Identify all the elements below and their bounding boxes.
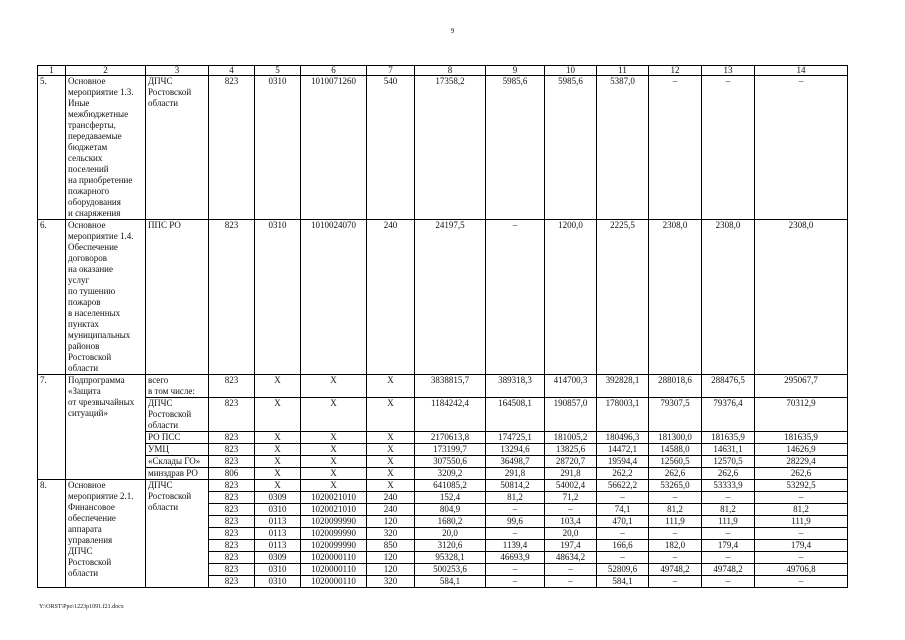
value-cell: 0113: [255, 528, 301, 540]
value-cell: 99,6: [486, 516, 545, 528]
value-cell: 1020021010: [301, 492, 367, 504]
value-cell: 1020099990: [301, 540, 367, 552]
budget-table: [37, 65, 848, 588]
value-cell: 823: [209, 492, 255, 504]
footer-file-path: Y:\ORST\Ppo\1223p1091.f21.docx: [39, 604, 124, 610]
value-cell: 823: [209, 540, 255, 552]
value-cell: 3209,2: [415, 468, 486, 480]
value-cell: –: [755, 76, 848, 220]
value-cell: 50814,2: [486, 480, 545, 492]
value-cell: 584,1: [597, 576, 649, 588]
value-cell: 180496,3: [597, 432, 649, 444]
value-cell: 13825,6: [545, 444, 597, 456]
value-cell: –: [755, 492, 848, 504]
value-cell: 70312,9: [755, 398, 848, 432]
value-cell: 823: [209, 516, 255, 528]
row-number: 6.: [38, 220, 66, 375]
value-cell: 320: [367, 576, 415, 588]
value-cell: 19594,4: [597, 456, 649, 468]
value-cell: 262,2: [597, 468, 649, 480]
value-cell: 0310: [255, 220, 301, 375]
value-cell: 850: [367, 540, 415, 552]
header-cell: 7: [367, 66, 415, 76]
value-cell: 0310: [255, 76, 301, 220]
value-cell: 288476,5: [702, 375, 755, 398]
value-cell: –: [755, 552, 848, 564]
value-cell: 288018,6: [649, 375, 702, 398]
value-cell: –: [486, 564, 545, 576]
value-cell: 28229,4: [755, 456, 848, 468]
value-cell: –: [649, 552, 702, 564]
table-row: [38, 76, 848, 220]
value-cell: Х: [255, 468, 301, 480]
value-cell: 1020021010: [301, 504, 367, 516]
value-cell: –: [486, 576, 545, 588]
value-cell: 1020000110: [301, 576, 367, 588]
value-cell: 823: [209, 456, 255, 468]
value-cell: Х: [367, 432, 415, 444]
value-cell: 2225,5: [597, 220, 649, 375]
value-cell: 2308,0: [649, 220, 702, 375]
value-cell: 120: [367, 564, 415, 576]
header-cell: 1: [38, 66, 66, 76]
page-number: 9: [450, 27, 455, 35]
value-cell: 3120,6: [415, 540, 486, 552]
value-cell: 295067,7: [755, 375, 848, 398]
executor: РО ПСС: [146, 432, 209, 444]
table-row: [38, 432, 848, 444]
value-cell: 181635,9: [702, 432, 755, 444]
value-cell: 179,4: [702, 540, 755, 552]
value-cell: 392828,1: [597, 375, 649, 398]
value-cell: 20,0: [545, 528, 597, 540]
value-cell: 0310: [255, 564, 301, 576]
value-cell: –: [597, 492, 649, 504]
value-cell: 120: [367, 552, 415, 564]
value-cell: 79376,4: [702, 398, 755, 432]
value-cell: Х: [367, 468, 415, 480]
value-cell: 178003,1: [597, 398, 649, 432]
value-cell: 173199,7: [415, 444, 486, 456]
value-cell: –: [649, 528, 702, 540]
value-cell: 28720,7: [545, 456, 597, 468]
row-number: 7.: [38, 375, 66, 480]
executor: ДПЧС Ростовской области: [146, 398, 209, 432]
value-cell: Х: [301, 375, 367, 398]
value-cell: 1020099990: [301, 528, 367, 540]
header-row: [38, 66, 848, 76]
table-row: [38, 468, 848, 480]
value-cell: –: [597, 552, 649, 564]
header-cell: 3: [146, 66, 209, 76]
value-cell: 197,4: [545, 540, 597, 552]
value-cell: –: [486, 220, 545, 375]
value-cell: –: [545, 504, 597, 516]
value-cell: –: [702, 552, 755, 564]
value-cell: 24197,5: [415, 220, 486, 375]
value-cell: 181300,0: [649, 432, 702, 444]
value-cell: 5985,6: [545, 76, 597, 220]
table-row: [38, 220, 848, 375]
value-cell: 0113: [255, 540, 301, 552]
value-cell: 823: [209, 504, 255, 516]
value-cell: 103,4: [545, 516, 597, 528]
value-cell: 262,6: [702, 468, 755, 480]
value-cell: 2308,0: [755, 220, 848, 375]
value-cell: 291,8: [486, 468, 545, 480]
value-cell: 14631,1: [702, 444, 755, 456]
value-cell: –: [755, 528, 848, 540]
value-cell: 307550,6: [415, 456, 486, 468]
value-cell: 823: [209, 528, 255, 540]
value-cell: 240: [367, 492, 415, 504]
value-cell: 5387,0: [597, 76, 649, 220]
value-cell: 2170613,8: [415, 432, 486, 444]
value-cell: 1200,0: [545, 220, 597, 375]
value-cell: 1010071260: [301, 76, 367, 220]
value-cell: Х: [255, 444, 301, 456]
measure-name: Основное мероприятие 2.1. Финансовое обеспечение аппарата управления ДПЧС Ростовской области: [66, 480, 146, 588]
value-cell: 111,9: [702, 516, 755, 528]
value-cell: 823: [209, 375, 255, 398]
value-cell: 49748,2: [702, 564, 755, 576]
value-cell: 3838815,7: [415, 375, 486, 398]
value-cell: 74,1: [597, 504, 649, 516]
header-cell: 8: [415, 66, 486, 76]
header-cell: 4: [209, 66, 255, 76]
header-cell: 5: [255, 66, 301, 76]
value-cell: 53265,0: [649, 480, 702, 492]
value-cell: 823: [209, 76, 255, 220]
value-cell: 12560,5: [649, 456, 702, 468]
value-cell: 52809,6: [597, 564, 649, 576]
value-cell: 181635,9: [755, 432, 848, 444]
value-cell: 111,9: [755, 516, 848, 528]
value-cell: Х: [255, 480, 301, 492]
value-cell: –: [486, 528, 545, 540]
value-cell: –: [545, 564, 597, 576]
value-cell: 540: [367, 76, 415, 220]
value-cell: 179,4: [755, 540, 848, 552]
executor: ДПЧС Ростовской области: [146, 76, 209, 220]
value-cell: 823: [209, 480, 255, 492]
value-cell: 1680,2: [415, 516, 486, 528]
executor: всего в том числе:: [146, 375, 209, 398]
value-cell: 641085,2: [415, 480, 486, 492]
measure-name: Основное мероприятие 1.3. Иные межбюджетные трансферты, передаваемые бюджетам сельских поселений на приобретение пожарного оборудования и снаряжения: [66, 76, 146, 220]
value-cell: Х: [367, 456, 415, 468]
value-cell: 81,2: [649, 504, 702, 516]
value-cell: 190857,0: [545, 398, 597, 432]
value-cell: Х: [255, 456, 301, 468]
header-cell: 10: [545, 66, 597, 76]
value-cell: –: [649, 76, 702, 220]
executor: минздрав РО: [146, 468, 209, 480]
value-cell: 12570,5: [702, 456, 755, 468]
value-cell: 823: [209, 576, 255, 588]
value-cell: 1184242,4: [415, 398, 486, 432]
value-cell: –: [702, 76, 755, 220]
value-cell: 0113: [255, 516, 301, 528]
value-cell: 53292,5: [755, 480, 848, 492]
value-cell: 804,9: [415, 504, 486, 516]
value-cell: 81,2: [755, 504, 848, 516]
value-cell: 14626,9: [755, 444, 848, 456]
value-cell: 240: [367, 220, 415, 375]
subprogram-name: Подпрограмма «Защита от чрезвычайных ситуаций»: [66, 375, 146, 480]
value-cell: 0309: [255, 552, 301, 564]
value-cell: 5985,6: [486, 76, 545, 220]
table-row: [38, 456, 848, 468]
row-number: 5.: [38, 76, 66, 220]
value-cell: 120: [367, 516, 415, 528]
value-cell: 49706,8: [755, 564, 848, 576]
value-cell: Х: [301, 456, 367, 468]
value-cell: Х: [301, 444, 367, 456]
row-number: 8.: [38, 480, 66, 588]
value-cell: 79307,5: [649, 398, 702, 432]
value-cell: 320: [367, 528, 415, 540]
value-cell: 470,1: [597, 516, 649, 528]
value-cell: 14472,1: [597, 444, 649, 456]
value-cell: 1139,4: [486, 540, 545, 552]
value-cell: 54002,4: [545, 480, 597, 492]
value-cell: 81,2: [486, 492, 545, 504]
measure-name: Основное мероприятие 1.4. Обеспечение договоров на оказание услуг по тушению пожаров в населенных пунктах муниципальных районов Ростовской области: [66, 220, 146, 375]
executor: «Склады ГО»: [146, 456, 209, 468]
value-cell: –: [702, 576, 755, 588]
header-cell: 12: [649, 66, 702, 76]
header-cell: 2: [66, 66, 146, 76]
value-cell: 262,6: [649, 468, 702, 480]
value-cell: 806: [209, 468, 255, 480]
value-cell: 1010024070: [301, 220, 367, 375]
value-cell: 48634,2: [545, 552, 597, 564]
value-cell: 14588,0: [649, 444, 702, 456]
header-cell: 14: [755, 66, 848, 76]
value-cell: 95328,1: [415, 552, 486, 564]
value-cell: 111,9: [649, 516, 702, 528]
header-cell: 9: [486, 66, 545, 76]
value-cell: Х: [301, 468, 367, 480]
value-cell: –: [486, 504, 545, 516]
value-cell: 823: [209, 552, 255, 564]
header-cell: 13: [702, 66, 755, 76]
value-cell: 56622,2: [597, 480, 649, 492]
value-cell: 17358,2: [415, 76, 486, 220]
value-cell: –: [545, 576, 597, 588]
header-cell: 11: [597, 66, 649, 76]
value-cell: Х: [301, 480, 367, 492]
table-row: [38, 375, 848, 398]
value-cell: 181005,2: [545, 432, 597, 444]
value-cell: 584,1: [415, 576, 486, 588]
value-cell: 182,0: [649, 540, 702, 552]
value-cell: Х: [301, 398, 367, 432]
value-cell: Х: [255, 432, 301, 444]
value-cell: 13294,6: [486, 444, 545, 456]
value-cell: 414700,3: [545, 375, 597, 398]
table-row: [38, 398, 848, 432]
value-cell: Х: [255, 398, 301, 432]
value-cell: 164508,1: [486, 398, 545, 432]
executor: ДПЧС Ростовской области: [146, 480, 209, 588]
executor: ППС РО: [146, 220, 209, 375]
value-cell: 166,6: [597, 540, 649, 552]
value-cell: –: [702, 528, 755, 540]
value-cell: 291,8: [545, 468, 597, 480]
value-cell: Х: [255, 375, 301, 398]
value-cell: –: [649, 492, 702, 504]
value-cell: 0309: [255, 492, 301, 504]
value-cell: 389318,3: [486, 375, 545, 398]
value-cell: 823: [209, 444, 255, 456]
value-cell: –: [597, 528, 649, 540]
value-cell: 262,6: [755, 468, 848, 480]
value-cell: 0310: [255, 576, 301, 588]
value-cell: –: [755, 576, 848, 588]
value-cell: –: [702, 492, 755, 504]
value-cell: Х: [367, 398, 415, 432]
value-cell: 823: [209, 398, 255, 432]
value-cell: 823: [209, 564, 255, 576]
value-cell: 174725,1: [486, 432, 545, 444]
value-cell: 823: [209, 220, 255, 375]
value-cell: Х: [367, 444, 415, 456]
value-cell: 36498,7: [486, 456, 545, 468]
value-cell: 152,4: [415, 492, 486, 504]
value-cell: 49748,2: [649, 564, 702, 576]
value-cell: 20,0: [415, 528, 486, 540]
value-cell: 46693,9: [486, 552, 545, 564]
value-cell: 823: [209, 432, 255, 444]
value-cell: 2308,0: [702, 220, 755, 375]
header-cell: 6: [301, 66, 367, 76]
table-row: [38, 444, 848, 456]
value-cell: –: [649, 576, 702, 588]
value-cell: Х: [367, 375, 415, 398]
value-cell: 1020000110: [301, 564, 367, 576]
value-cell: 71,2: [545, 492, 597, 504]
value-cell: 1020099990: [301, 516, 367, 528]
value-cell: 0310: [255, 504, 301, 516]
value-cell: 500253,6: [415, 564, 486, 576]
table-row: [38, 480, 848, 492]
executor: УМЦ: [146, 444, 209, 456]
value-cell: 240: [367, 504, 415, 516]
value-cell: Х: [367, 480, 415, 492]
value-cell: 81,2: [702, 504, 755, 516]
value-cell: 1020000110: [301, 552, 367, 564]
value-cell: 53333,9: [702, 480, 755, 492]
value-cell: Х: [301, 432, 367, 444]
